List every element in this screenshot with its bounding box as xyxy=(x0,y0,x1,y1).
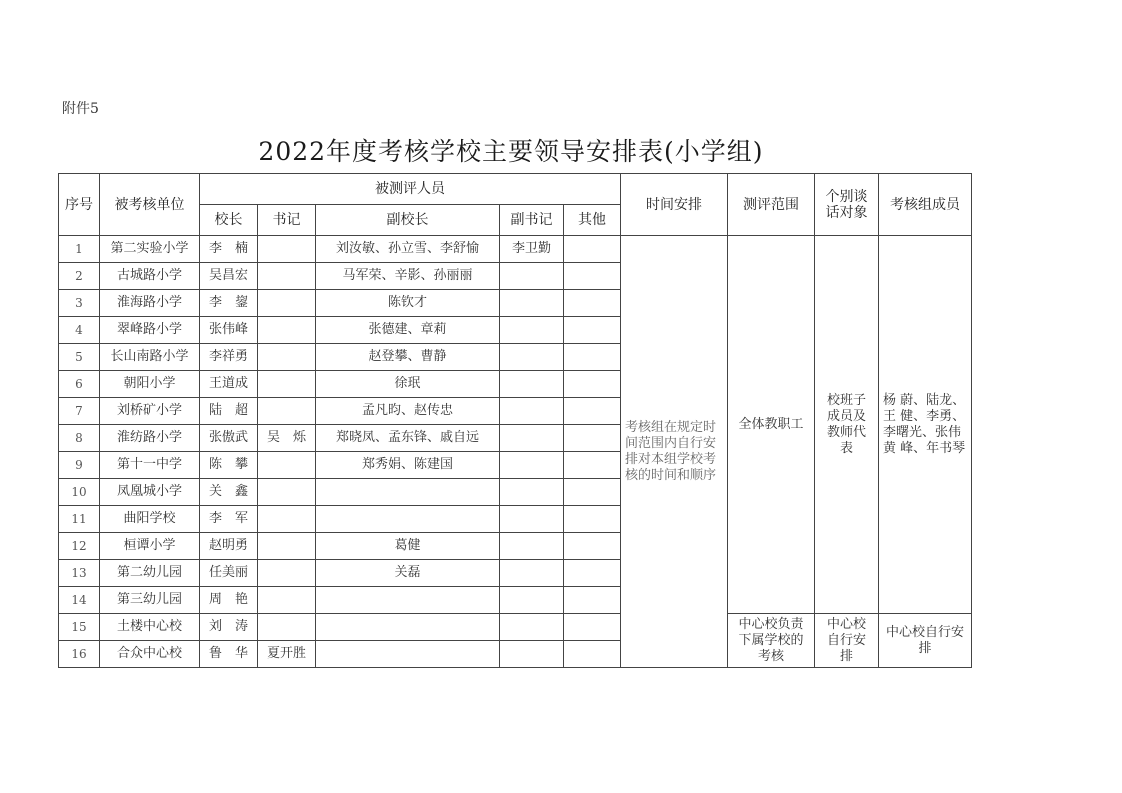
unit-name: 刘桥矿小学 xyxy=(100,398,200,425)
header-time: 时间安排 xyxy=(621,174,728,236)
unit-name: 淮海路小学 xyxy=(100,290,200,317)
secretary-name xyxy=(258,614,316,641)
principal-name: 李 鋆 xyxy=(200,290,258,317)
vice-principal-names: 郑秀娟、陈建国 xyxy=(316,452,500,479)
row-number: 15 xyxy=(59,614,100,641)
principal-name: 鲁 华 xyxy=(200,641,258,668)
unit-name: 长山南路小学 xyxy=(100,344,200,371)
principal-name: 赵明勇 xyxy=(200,533,258,560)
vice-secretary-name xyxy=(500,479,564,506)
other-name xyxy=(564,371,621,398)
vice-principal-names xyxy=(316,479,500,506)
vice-principal-names: 赵登攀、曹静 xyxy=(316,344,500,371)
unit-name: 合众中心校 xyxy=(100,641,200,668)
unit-name: 桓谭小学 xyxy=(100,533,200,560)
secretary-name xyxy=(258,398,316,425)
principal-name: 吴昌宏 xyxy=(200,263,258,290)
secretary-name xyxy=(258,506,316,533)
header-evaluated-group: 被测评人员 xyxy=(200,174,621,205)
vice-principal-names xyxy=(316,506,500,533)
vice-secretary-name xyxy=(500,587,564,614)
row-number: 12 xyxy=(59,533,100,560)
row-number: 4 xyxy=(59,317,100,344)
annex-label: 附件5 xyxy=(62,101,99,117)
other-name xyxy=(564,452,621,479)
secretary-name xyxy=(258,560,316,587)
row-number: 9 xyxy=(59,452,100,479)
principal-name: 关 鑫 xyxy=(200,479,258,506)
other-name xyxy=(564,587,621,614)
unit-name: 淮纺路小学 xyxy=(100,425,200,452)
header-secretary: 书记 xyxy=(258,205,316,236)
vice-secretary-name xyxy=(500,560,564,587)
secretary-name xyxy=(258,587,316,614)
other-name xyxy=(564,317,621,344)
vice-secretary-name xyxy=(500,398,564,425)
secretary-name: 吴 烁 xyxy=(258,425,316,452)
vice-principal-names: 徐珉 xyxy=(316,371,500,398)
header-seq: 序号 xyxy=(59,174,100,236)
row-number: 6 xyxy=(59,371,100,398)
header-vice-principal: 副校长 xyxy=(316,205,500,236)
row-number: 13 xyxy=(59,560,100,587)
secretary-name xyxy=(258,533,316,560)
header-members: 考核组成员 xyxy=(879,174,972,236)
vice-principal-names: 马军荣、辛影、孙丽丽 xyxy=(316,263,500,290)
row-number: 7 xyxy=(59,398,100,425)
other-name xyxy=(564,614,621,641)
secretary-name: 夏开胜 xyxy=(258,641,316,668)
row-number: 3 xyxy=(59,290,100,317)
unit-name: 凤凰城小学 xyxy=(100,479,200,506)
other-name xyxy=(564,398,621,425)
secretary-name xyxy=(258,290,316,317)
header-interview: 个别谈话对象 xyxy=(815,174,879,236)
principal-name: 陆 超 xyxy=(200,398,258,425)
vice-secretary-name xyxy=(500,344,564,371)
table-row xyxy=(59,236,972,263)
other-name xyxy=(564,506,621,533)
header-vice-secretary: 副书记 xyxy=(500,205,564,236)
center-scope-cell: 中心校负责下属学校的考核 xyxy=(728,614,815,668)
unit-name: 第二实验小学 xyxy=(100,236,200,263)
secretary-name xyxy=(258,317,316,344)
vice-secretary-name xyxy=(500,452,564,479)
scope-cell: 全体教职工 xyxy=(728,236,815,614)
vice-secretary-name xyxy=(500,425,564,452)
vice-secretary-name xyxy=(500,506,564,533)
arrangement-table xyxy=(58,173,972,668)
row-number: 1 xyxy=(59,236,100,263)
vice-principal-names: 关磊 xyxy=(316,560,500,587)
other-name xyxy=(564,236,621,263)
other-name xyxy=(564,533,621,560)
header-unit: 被考核单位 xyxy=(100,174,200,236)
center-members-cell: 中心校自行安排 xyxy=(879,614,972,668)
unit-name: 土楼中心校 xyxy=(100,614,200,641)
vice-principal-names xyxy=(316,587,500,614)
header-other: 其他 xyxy=(564,205,621,236)
principal-name: 陈 攀 xyxy=(200,452,258,479)
principal-name: 周 艳 xyxy=(200,587,258,614)
vice-principal-names: 陈钦才 xyxy=(316,290,500,317)
vice-principal-names xyxy=(316,614,500,641)
principal-name: 王道成 xyxy=(200,371,258,398)
vice-secretary-name xyxy=(500,371,564,398)
unit-name: 朝阳小学 xyxy=(100,371,200,398)
unit-name: 第十一中学 xyxy=(100,452,200,479)
principal-name: 刘 涛 xyxy=(200,614,258,641)
row-number: 11 xyxy=(59,506,100,533)
header-scope: 测评范围 xyxy=(728,174,815,236)
members-cell: 杨 蔚、陆龙、王 健、李勇、李曙光、张伟黄 峰、年书琴 xyxy=(879,236,972,614)
secretary-name xyxy=(258,479,316,506)
vice-secretary-name xyxy=(500,317,564,344)
other-name xyxy=(564,290,621,317)
vice-secretary-name xyxy=(500,290,564,317)
unit-name: 曲阳学校 xyxy=(100,506,200,533)
other-name xyxy=(564,263,621,290)
time-arrangement-cell: 考核组在规定时间范围内自行安排对本组学校考核的时间和顺序 xyxy=(621,236,728,668)
table-row xyxy=(59,614,972,641)
principal-name: 李祥勇 xyxy=(200,344,258,371)
row-number: 2 xyxy=(59,263,100,290)
principal-name: 张伟峰 xyxy=(200,317,258,344)
row-number: 8 xyxy=(59,425,100,452)
unit-name: 第二幼儿园 xyxy=(100,560,200,587)
vice-principal-names: 刘汝敏、孙立雪、李舒愉 xyxy=(316,236,500,263)
other-name xyxy=(564,641,621,668)
vice-principal-names: 葛健 xyxy=(316,533,500,560)
vice-principal-names: 张德建、章莉 xyxy=(316,317,500,344)
vice-secretary-name xyxy=(500,533,564,560)
center-interview-cell: 中心校自行安排 xyxy=(815,614,879,668)
secretary-name xyxy=(258,452,316,479)
unit-name: 第三幼儿园 xyxy=(100,587,200,614)
secretary-name xyxy=(258,371,316,398)
unit-name: 翠峰路小学 xyxy=(100,317,200,344)
other-name xyxy=(564,425,621,452)
header-principal: 校长 xyxy=(200,205,258,236)
secretary-name xyxy=(258,344,316,371)
vice-secretary-name xyxy=(500,263,564,290)
document-title: 2022年度考核学校主要领导安排表(小学组) xyxy=(258,137,764,166)
vice-secretary-name: 李卫勤 xyxy=(500,236,564,263)
row-number: 16 xyxy=(59,641,100,668)
row-number: 14 xyxy=(59,587,100,614)
vice-secretary-name xyxy=(500,641,564,668)
unit-name: 古城路小学 xyxy=(100,263,200,290)
principal-name: 任美丽 xyxy=(200,560,258,587)
vice-principal-names xyxy=(316,641,500,668)
principal-name: 李 军 xyxy=(200,506,258,533)
other-name xyxy=(564,344,621,371)
vice-principal-names: 孟凡昀、赵传忠 xyxy=(316,398,500,425)
row-number: 10 xyxy=(59,479,100,506)
vice-principal-names: 郑晓凤、孟东锋、戚自远 xyxy=(316,425,500,452)
principal-name: 张傲武 xyxy=(200,425,258,452)
principal-name: 李 楠 xyxy=(200,236,258,263)
secretary-name xyxy=(258,263,316,290)
secretary-name xyxy=(258,236,316,263)
other-name xyxy=(564,560,621,587)
interview-cell: 校班子成员及教师代表 xyxy=(815,236,879,614)
vice-secretary-name xyxy=(500,614,564,641)
other-name xyxy=(564,479,621,506)
row-number: 5 xyxy=(59,344,100,371)
